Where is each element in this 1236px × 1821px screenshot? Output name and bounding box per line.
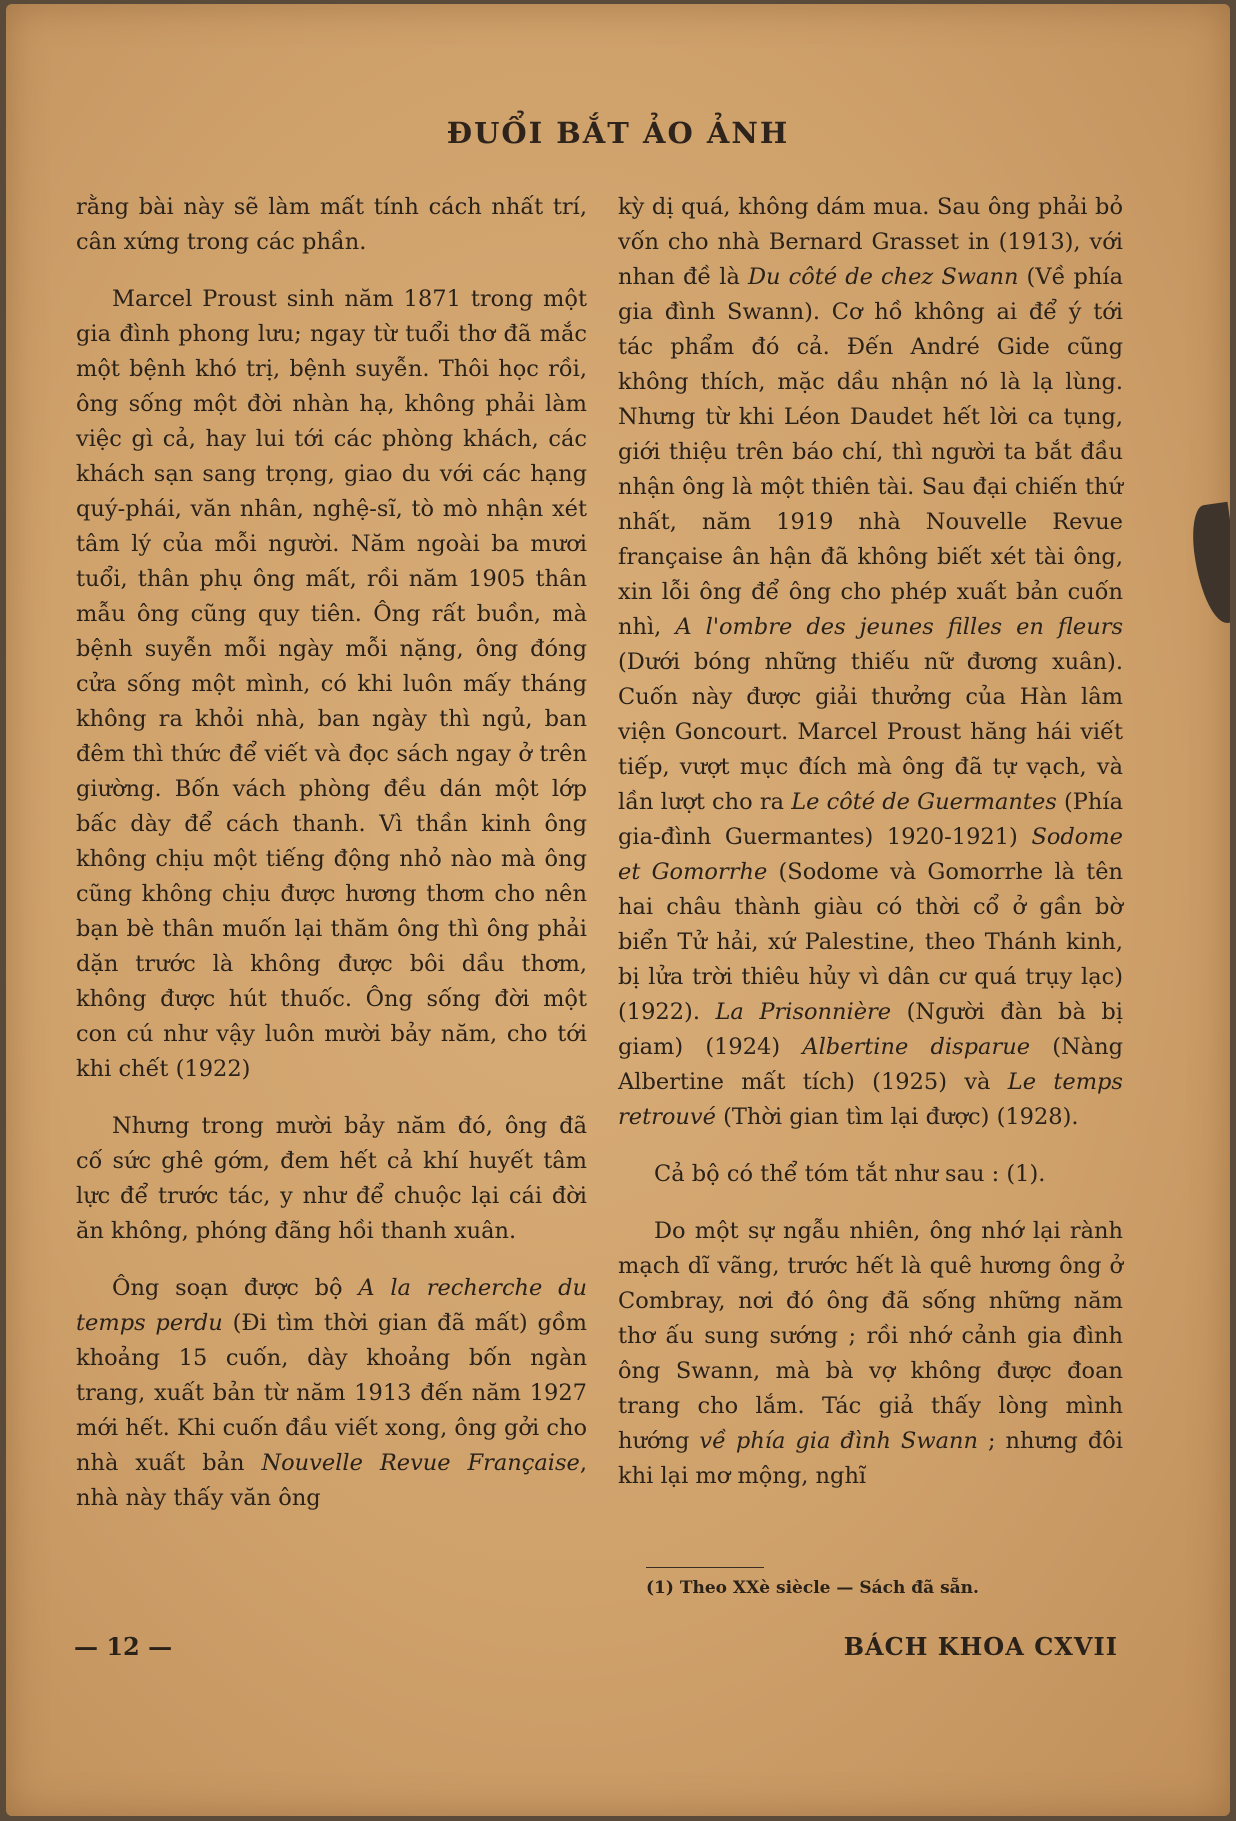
footnote: (1) Theo XXè siècle — Sách đã sẵn.	[646, 1578, 979, 1598]
book-title: Le côté de Guermantes	[791, 789, 1057, 815]
page-number: — 12 —	[74, 1632, 173, 1661]
book-title: Du côté de chez Swann	[748, 264, 1019, 290]
right-column	[618, 190, 1123, 1516]
running-title: ĐUỔI BẮT ẢO ẢNH	[446, 116, 790, 150]
paragraph: Nhưng trong mười bảy năm đó, ông đã cố sức ghê gớm, đem hết cả khí huyết tâm lực để trước tác, y như để chuộc lại cái đời ăn không, phóng đãng hồi thanh xuân.	[76, 1113, 587, 1244]
paragraph: rằng bài này sẽ làm mất tính cách nhất trí, cân xứng trong các phần.	[76, 194, 587, 255]
paragraph: Marcel Proust sinh năm 1871 trong một gia đình phong lưu; ngay từ tuổi thơ đã mắc một bệnh khó trị, bệnh suyễn. Thôi học rồi, ông sống một đời nhàn hạ, không phải làm việc gì cả, hay lui tới các phòng khách, các khách sạn sang trọng, giao du với các hạng quý-phái, văn nhân, nghệ-sĩ, tò mò nhận xét tâm lý của mỗi người. Năm ngoài ba mươi tuổi, thân phụ ông mất, rồi năm 1905 thân mẫu ông cũng quy tiên. Ông rất buồn, mà bệnh suyễn mỗi ngày mỗi nặng, ông đóng cửa sống một mình, có khi luôn mấy tháng không ra khỏi nhà, ban ngày thì ngủ, ban đêm thì thức để viết và đọc sách ngay ở trên giường. Bốn vách phòng đều dán một lớp bấc dày để cách thanh. Vì thần kinh ông không chịu một tiếng động nhỏ nào mà ông cũng không chịu được hương thơm cho nên bạn bè thân muốn lại thăm ông thì ông phải dặn trước là không được bôi dầu thơm, không được hút thuốc. Ông sống đời một con cú như vậy luôn mười bảy năm, cho tới khi chết (1922)	[76, 286, 587, 1082]
publisher-name: Nouvelle Revue Française	[261, 1450, 580, 1476]
book-title: về phía gia đình Swann	[699, 1428, 978, 1454]
paragraph: kỳ dị quá, không dám mua. Sau ông phải bỏ vốn cho nhà Bernard Grasset in (1913), với nhan đề là Du côté de chez Swann (Về phía gia đình Swann). Cơ hồ không ai để ý tới tác phẩm đó cả. Đến André Gide cũng không thích, mặc dầu nhận nó là lạ lùng. Nhưng từ khi Léon Daudet hết lời ca tụng, giới thiệu trên báo chí, thì người ta bắt đầu nhận ông là một thiên tài. Sau đại chiến thứ nhất, năm 1919 nhà Nouvelle Revue française ân hận đã không biết xét tài ông, xin lỗi ông để ông cho phép xuất bản cuốn nhì, A l'ombre des jeunes filles en fleurs (Dưới bóng những thiếu nữ đương xuân). Cuốn này được giải thưởng của Hàn lâm viện Goncourt. Marcel Proust hăng hái viết tiếp, vượt mục đích mà ông đã tự vạch, và lần lượt cho ra Le côté de Guermantes (Phía gia-đình Guermantes) 1920-1921) Sodome et Gomorrhe (Sodome và Gomorrhe là tên hai châu thành giàu có thời cổ ở gần bờ biển Tử hải, xứ Palestine, theo Thánh kinh, bị lửa trời thiêu hủy vì dân cư quá trụy lạc) (1922). La Prisonnière (Người đàn bà bị giam) (1924) Albertine disparue (Nàng Albertine mất tích) (1925) và Le temps retrouvé (Thời gian tìm lại được) (1928).	[618, 194, 1124, 1130]
book-title: Albertine disparue	[802, 1034, 1031, 1060]
book-title: A la recherche du temps perdu	[76, 1275, 587, 1336]
journal-name: BÁCH KHOA CXVII	[843, 1632, 1118, 1661]
book-title: Sodome et Gomorrhe	[618, 824, 1123, 885]
book-title: Le temps retrouvé	[618, 1069, 1123, 1130]
book-title: A l'ombre des jeunes filles en fleurs	[675, 614, 1124, 640]
book-title: La Prisonnière	[715, 999, 892, 1025]
left-column	[76, 190, 587, 1538]
paragraph: Cả bộ có thể tóm tắt như sau : (1).	[654, 1161, 1046, 1187]
magazine-page	[6, 4, 1230, 1816]
paragraph: Do một sự ngẫu nhiên, ông nhớ lại rành mạch dĩ vãng, trước hết là quê hương ông ở Combray, nơi đó ông đã sống những năm thơ ấu sung sướng ; rồi nhớ cảnh gia đình ông Swann, mà bà vợ không được đoan trang cho lắm. Tác giả thấy lòng mình hướng về phía gia đình Swann ; nhưng đôi khi lại mơ mộng, nghĩ	[618, 1218, 1123, 1489]
torn-edge	[1188, 502, 1230, 626]
paragraph: Ông soạn được bộ A la recherche du temps perdu (Đi tìm thời gian đã mất) gồm khoảng 15 cuốn, dày khoảng bốn ngàn trang, xuất bản từ năm 1913 đến năm 1927 mới hết. Khi cuốn đầu viết xong, ông gởi cho nhà xuất bản Nouvelle Revue Française, nhà này thấy văn ông	[76, 1275, 588, 1511]
footnote-rule	[646, 1567, 764, 1568]
